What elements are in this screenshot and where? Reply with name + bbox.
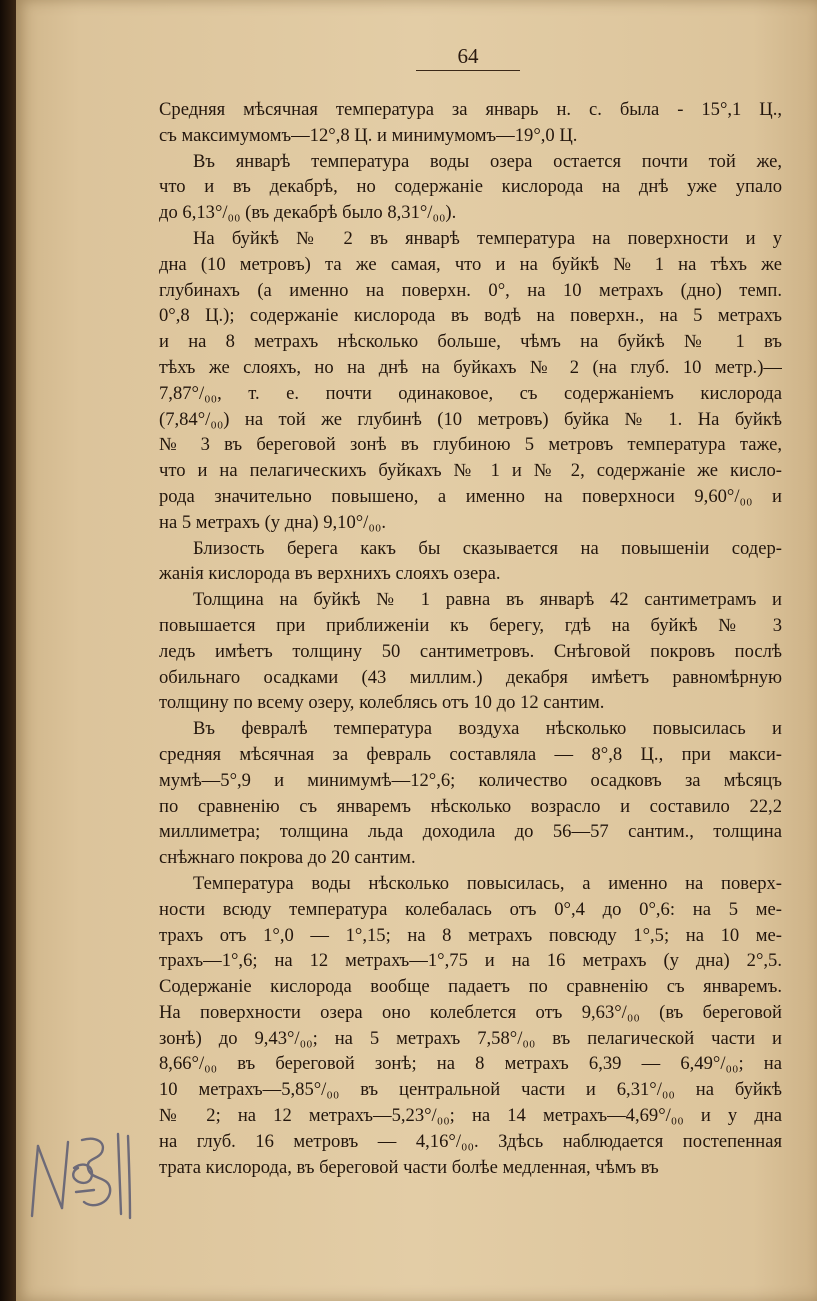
text-line: На буйкѣ № 2 въ январѣ температура на поверхности и у	[193, 227, 782, 249]
text-line: на 5 метрахъ (у дна) 9,10°/₀₀.	[159, 511, 386, 533]
page-number: 64	[457, 44, 479, 68]
text-line: трахъ отъ 1°,0 — 1°,15; на 8 метрахъ повсюду 1°,5; на 10 ме-	[159, 924, 782, 946]
text-line: 0°,8 Ц.); содержаніе кислорода въ водѣ на поверхн., на 5 метрахъ	[159, 305, 782, 327]
text-line: трата кислорода, въ береговой части болѣе медленная, чѣмъ въ	[159, 1156, 659, 1178]
text-line: № 3 въ береговой зонѣ въ глубиною 5 метровъ температура таже,	[159, 434, 782, 456]
text-line: повышается при приближеніи къ берегу, гдѣ на буйкѣ № 3	[159, 614, 782, 636]
text-line: (7,84°/₀₀) на той же глубинѣ (10 метровъ) буйка № 1. На буйкѣ	[159, 408, 782, 430]
text-line: глубинахъ (а именно на поверхн. 0°, на 10 метрахъ (дно) темп.	[159, 279, 782, 301]
text-line: снѣжнаго покрова до 20 сантим.	[159, 847, 416, 869]
text-line: Средняя мѣсячная температура за январь н. с. была - 15°,1 Ц.,	[159, 99, 782, 120]
handwritten-pencil-mark-icon	[22, 1128, 140, 1228]
text-line: Толщина на буйкѣ № 1 равна въ январѣ 42 сантиметрамъ и	[193, 589, 782, 611]
text-line: № 2; на 12 метрахъ—5,23°/₀₀; на 14 метрахъ—4,69°/₀₀ и у дна	[159, 1105, 782, 1127]
text-line: что и на пелагическихъ буйкахъ № 1 и № 2, содержаніе же кисло-	[159, 460, 782, 482]
text-line: обильнаго осадками (43 миллим.) декабря имѣетъ равномѣрную	[159, 666, 782, 688]
text-line: толщину по всему озеру, колеблясь отъ 10 до 12 сантим.	[159, 692, 605, 714]
text-line: ности всюду температура колебалась отъ 0°,4 до 0°,6: на 5 ме-	[159, 898, 782, 920]
text-line: до 6,13°/₀₀ (въ декабрѣ было 8,31°/₀₀).	[159, 202, 457, 224]
text-line: мумѣ—5°,9 и минимумѣ—12°,6; количество осадковъ за мѣсяцъ	[159, 769, 782, 791]
text-line: съ максимумомъ—12°,8 Ц. и минимумомъ—19°,0 Ц.	[159, 124, 578, 146]
text-line: тѣхъ же слояхъ, но на днѣ на буйкахъ № 2 (на глуб. 10 метр.)—	[159, 356, 782, 378]
text-line: средняя мѣсячная за февраль составляла — 8°,8 Ц., при макси-	[159, 743, 782, 765]
text-line: по сравненію съ январемъ нѣсколько возрасло и составило 22,2	[159, 795, 782, 817]
text-line: трахъ—1°,6; на 12 метрахъ—1°,75 и на 16 метрахъ (у дна) 2°,5.	[159, 950, 782, 972]
body-text	[159, 97, 782, 1180]
text-line: на глуб. 16 метровъ — 4,16°/₀₀. Здѣсь наблюдается постепенная	[159, 1130, 782, 1152]
text-line: рода значительно повышено, а именно на поверхноси 9,60°/₀₀ и	[159, 485, 782, 507]
text-line: Близость берега какъ бы сказывается на повышеніи содер-	[193, 537, 782, 559]
text-line: Въ январѣ температура воды озера остается почти той же,	[193, 150, 782, 172]
text-line: ледъ имѣетъ толщину 50 сантиметровъ. Снѣговой покровъ послѣ	[159, 640, 782, 662]
text-line: На поверхности озера оно колеблется отъ 9,63°/₀₀ (въ береговой	[159, 1001, 782, 1023]
text-line: дна (10 метровъ) та же самая, что и на буйкѣ № 1 на тѣхъ же	[159, 253, 782, 275]
text-line: 10 метрахъ—5,85°/₀₀ въ центральной части и 6,31°/₀₀ на буйкѣ	[159, 1079, 782, 1101]
text-line: Содержаніе кислорода вообще падаетъ по сравненію съ январемъ.	[159, 976, 782, 998]
text-line: 7,87°/₀₀, т. е. почти одинаковое, съ содержаніемъ кислорода	[159, 382, 782, 404]
page-number-rule	[416, 70, 520, 71]
text-line: и на 8 метрахъ нѣсколько больше, чѣмъ на буйкѣ № 1 въ	[159, 331, 782, 353]
text-line: Въ февралѣ температура воздуха нѣсколько повысилась и	[193, 718, 782, 740]
text-line: 8,66°/₀₀ въ береговой зонѣ; на 8 метрахъ 6,39 — 6,49°/₀₀; на	[159, 1053, 782, 1075]
text-line: жанія кислорода въ верхнихъ слояхъ озера.	[159, 563, 501, 585]
book-binding	[0, 0, 16, 1301]
text-line: миллиметра; толщина льда доходила до 56—57 сантим., толщина	[159, 821, 782, 843]
text-line: зонѣ) до 9,43°/₀₀; на 5 метрахъ 7,58°/₀₀ въ пелагической части и	[159, 1027, 782, 1049]
text-line: что и въ декабрѣ, но содержаніе кислорода на днѣ уже упало	[159, 176, 782, 198]
text-line: Температура воды нѣсколько повысилась, а именно на поверх-	[193, 872, 782, 894]
